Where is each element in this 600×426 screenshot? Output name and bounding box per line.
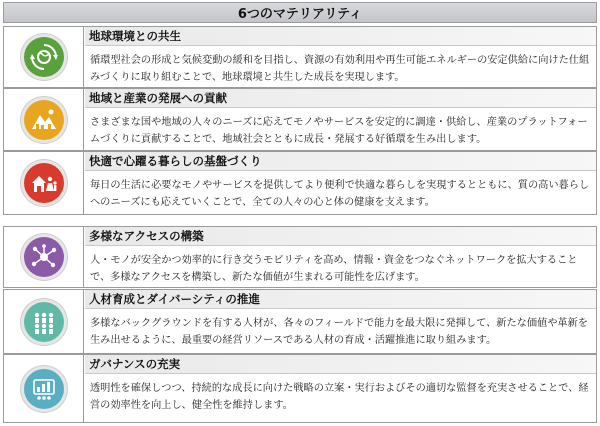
materiality-row-comfortable-living	[3, 151, 597, 215]
governance-icon	[24, 369, 64, 409]
table-header	[3, 2, 597, 23]
materiality-row-environment	[3, 26, 597, 88]
materiality-title: ガバナンスの充実	[85, 355, 596, 374]
materiality-row-regional-industry	[3, 88, 597, 151]
materiality-description: 多様なバックグラウンドを有する人材が、各々のフィールドで能力を最大限に発揮して、新たな価値や革新を生み出せるように、最重要の経営リソースである人材の育成・活躍推進に取り組みます。	[90, 318, 588, 346]
materiality-description: 人・モノが安全かつ効率的に行き交うモビリティを高め、情報・資金をつなぐネットワークを拡大することで、多様なアクセスを構築し、新たな価値が生まれる可能性を広げます。	[90, 255, 578, 283]
icon-cell	[4, 89, 84, 150]
materiality-title: 多様なアクセスの構築	[85, 227, 596, 246]
materiality-title: 人材育成とダイバーシティの推進	[85, 290, 596, 309]
materiality-row-talent-diversity	[3, 289, 597, 354]
materiality-description: 毎日の生活に必要なモノやサービスを提供してより便利で快適な暮らしを実現するとともに、質の高い暮らしへのニーズにも応えていくことで、全ての人々の心と体の健康を支えます。	[90, 180, 590, 208]
icon-cell	[4, 152, 84, 214]
materiality-title: 快適で心躍る暮らしの基盤づくり	[85, 152, 596, 171]
network-access-icon	[24, 237, 64, 277]
home-family-icon	[24, 163, 64, 203]
earth-cycle-icon	[24, 37, 64, 77]
materiality-row-governance	[3, 354, 597, 423]
materiality-description: 透明性を確保しつつ、持続的な成長に向けた戦略の立案・実行およびその適切な監督を充実させることで、経営の効率性を向上し、健全性を維持します。	[90, 383, 589, 411]
materiality-description: 循環型社会の形成と気候変動の緩和を目指し、資源の有効利用や再生可能エネルギーの安定供給に向けた仕組みづくりに取り組むことで、地球環境と共生した成長を実現します。	[90, 55, 590, 83]
icon-cell	[4, 227, 84, 287]
table-title: 6つのマテリアリティ	[237, 7, 363, 22]
materiality-row-diverse-access	[3, 226, 597, 288]
materiality-description: さまざまな国や地域の人々のニーズに応えてモノやサービスを安定的に調達・供給し、産業のプラットフォームづくりに貢献することで、地域社会とともに成長・発展する好循環を生み出します。	[90, 117, 588, 145]
icon-cell	[4, 355, 84, 422]
materiality-title: 地球環境との共生	[85, 27, 596, 46]
industry-mountain-icon	[24, 100, 64, 140]
people-diversity-icon	[24, 302, 64, 342]
icon-cell	[4, 290, 84, 353]
icon-cell	[4, 27, 84, 87]
materiality-title: 地域と産業の発展への貢献	[85, 89, 596, 108]
